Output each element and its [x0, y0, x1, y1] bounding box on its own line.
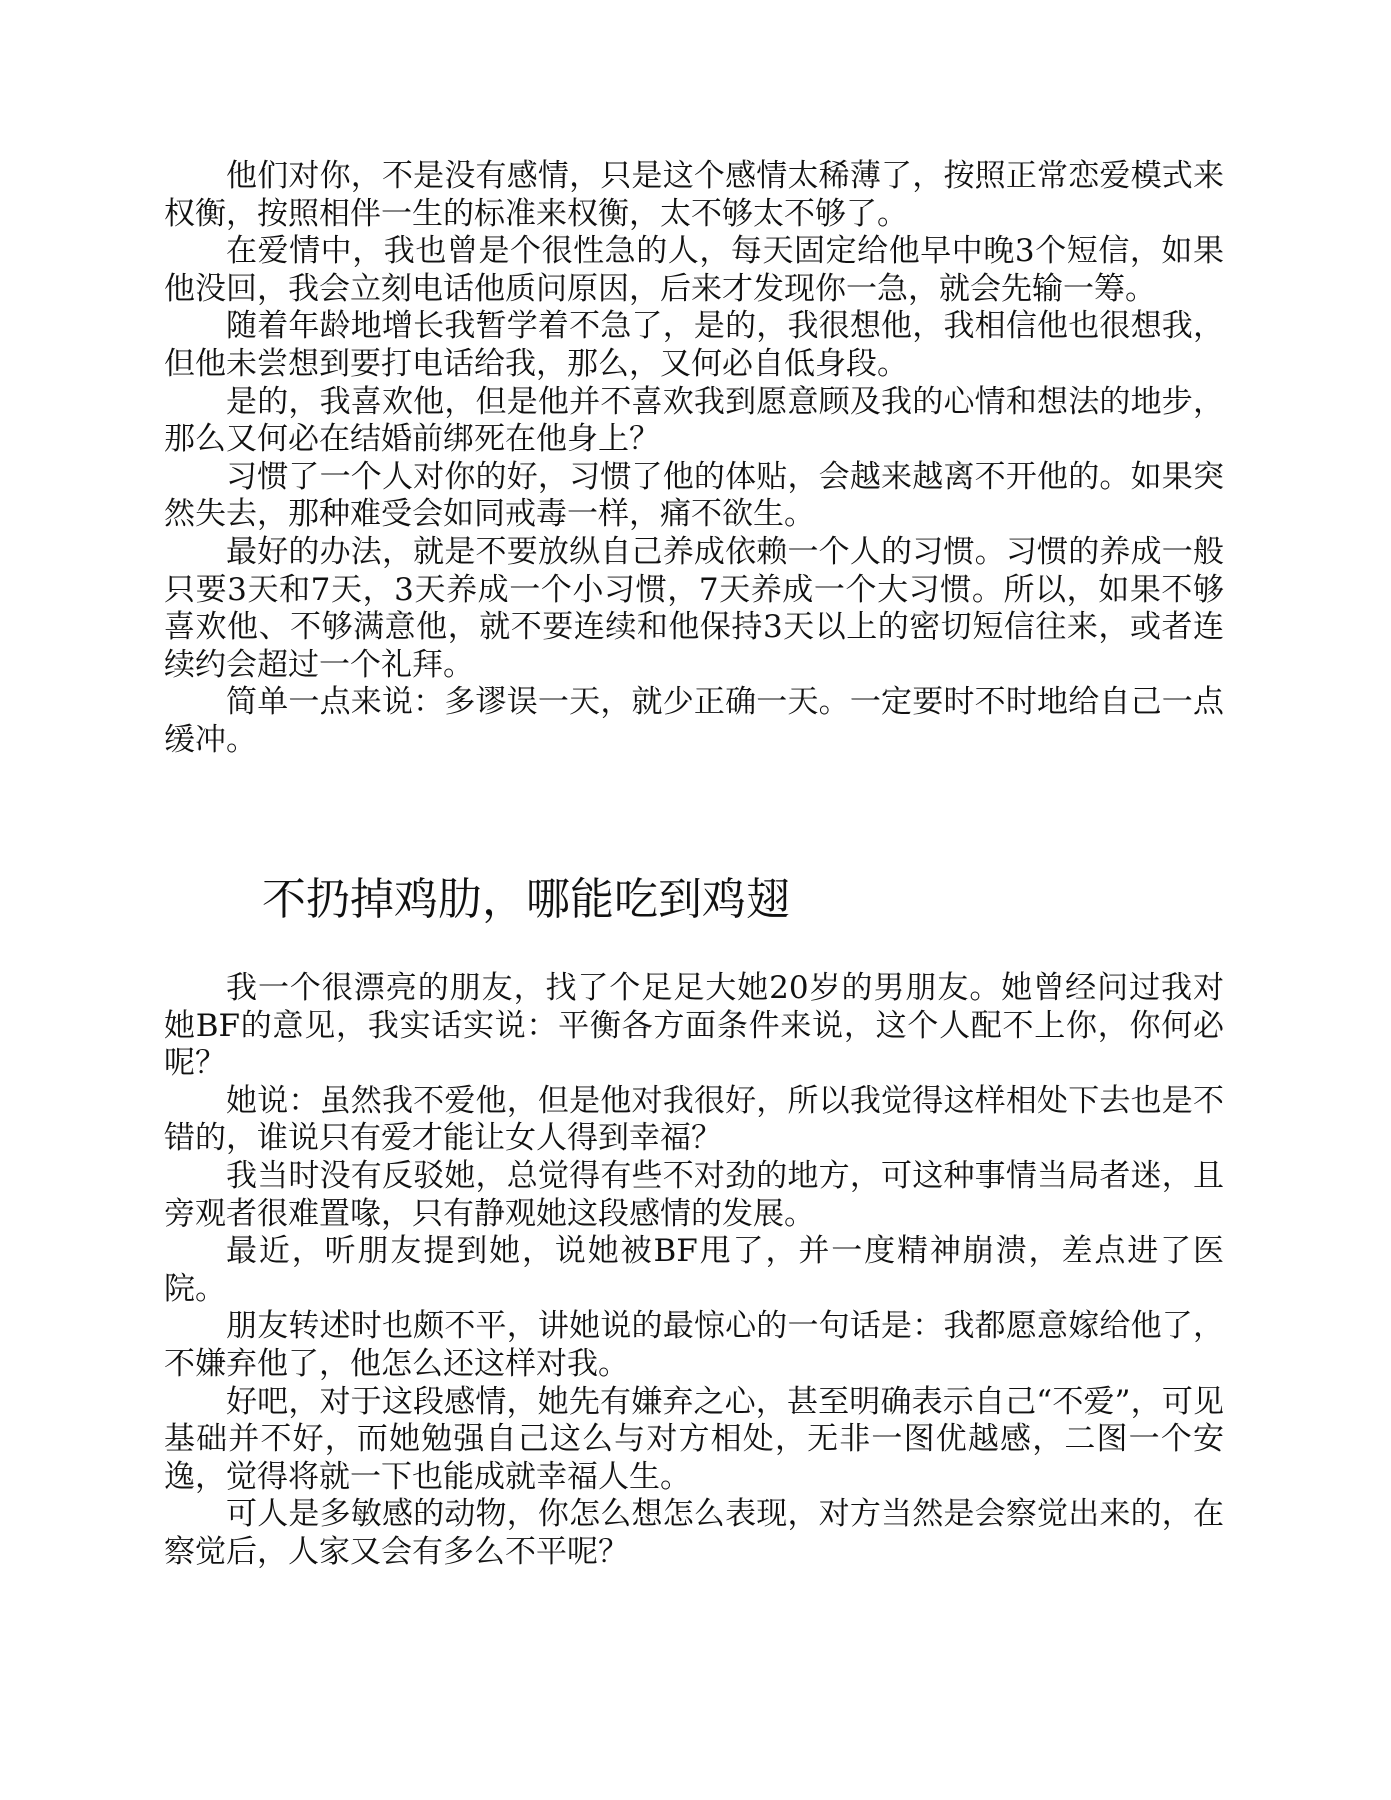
paragraph: 朋友转述时也颇不平，讲她说的最惊心的一句话是：我都愿意嫁给他了，不嫌弃他了，他怎么还这样对我。 — [164, 1308, 1224, 1382]
paragraph: 好吧，对于这段感情，她先有嫌弃之心，甚至明确表示自己“不爱”，可见基础并不好，而她勉强自己这么与对方相处，无非一图优越感，二图一个安逸，觉得将就一下也能成就幸福人生。 — [164, 1383, 1224, 1495]
paragraph: 简单一点来说：多谬误一天，就少正确一天。一定要时不时地给自己一点缓冲。 — [164, 684, 1224, 758]
paragraph: 在爱情中，我也曾是个很性急的人，每天固定给他早中晚3个短信，如果他没回，我会立刻电话他质问原因，后来才发现你一急，就会先输一筹。 — [164, 233, 1224, 307]
paragraph: 他们对你，不是没有感情，只是这个感情太稀薄了，按照正常恋爱模式来权衡，按照相伴一生的标准来权衡，太不够太不够了。 — [164, 158, 1224, 232]
paragraph: 她说：虽然我不爱他，但是他对我很好，所以我觉得这样相处下去也是不错的，谁说只有爱才能让女人得到幸福？ — [164, 1082, 1224, 1157]
paragraph: 习惯了一个人对你的好，习惯了他的体贴，会越来越离不开他的。如果突然失去，那种难受会如同戒毒一样，痛不欲生。 — [164, 458, 1224, 533]
section-2-body — [164, 970, 1224, 1572]
paragraph: 是的，我喜欢他，但是他并不喜欢我到愿意顾及我的心情和想法的地步，那么又何必在结婚前绑死在他身上？ — [164, 383, 1224, 458]
paragraph: 可人是多敏感的动物，你怎么想怎么表现，对方当然是会察觉出来的，在察觉后，人家又会有多么不平呢？ — [164, 1496, 1224, 1570]
paragraph: 随着年龄地增长我暂学着不急了，是的，我很想他，我相信他也很想我，但他未尝想到要打电话给我，那么，又何必自低身段。 — [164, 308, 1224, 382]
paragraph: 我当时没有反驳她，总觉得有些不对劲的地方，可这种事情当局者迷，且旁观者很难置喙，只有静观她这段感情的发展。 — [164, 1157, 1224, 1232]
paragraph: 我一个很漂亮的朋友，找了个足足大她20岁的男朋友。她曾经问过我对她BF的意见，我实话实说：平衡各方面条件来说，这个人配不上你，你何必呢？ — [164, 970, 1224, 1082]
paragraph: 最好的办法，就是不要放纵自己养成依赖一个人的习惯。习惯的养成一般只要3天和7天，3天养成一个小习惯，7天养成一个大习惯。所以，如果不够喜欢他、不够满意他，就不要连续和他保持3天以上的密切短信往来，或者连续约会超过一个礼拜。 — [164, 533, 1224, 683]
section-2-title: 不扔掉鸡肋，哪能吃到鸡翅 — [262, 874, 790, 925]
paragraph: 最近，听朋友提到她，说她被BF甩了，并一度精神崩溃，差点进了医院。 — [164, 1233, 1224, 1307]
section-1-body — [164, 158, 1224, 760]
